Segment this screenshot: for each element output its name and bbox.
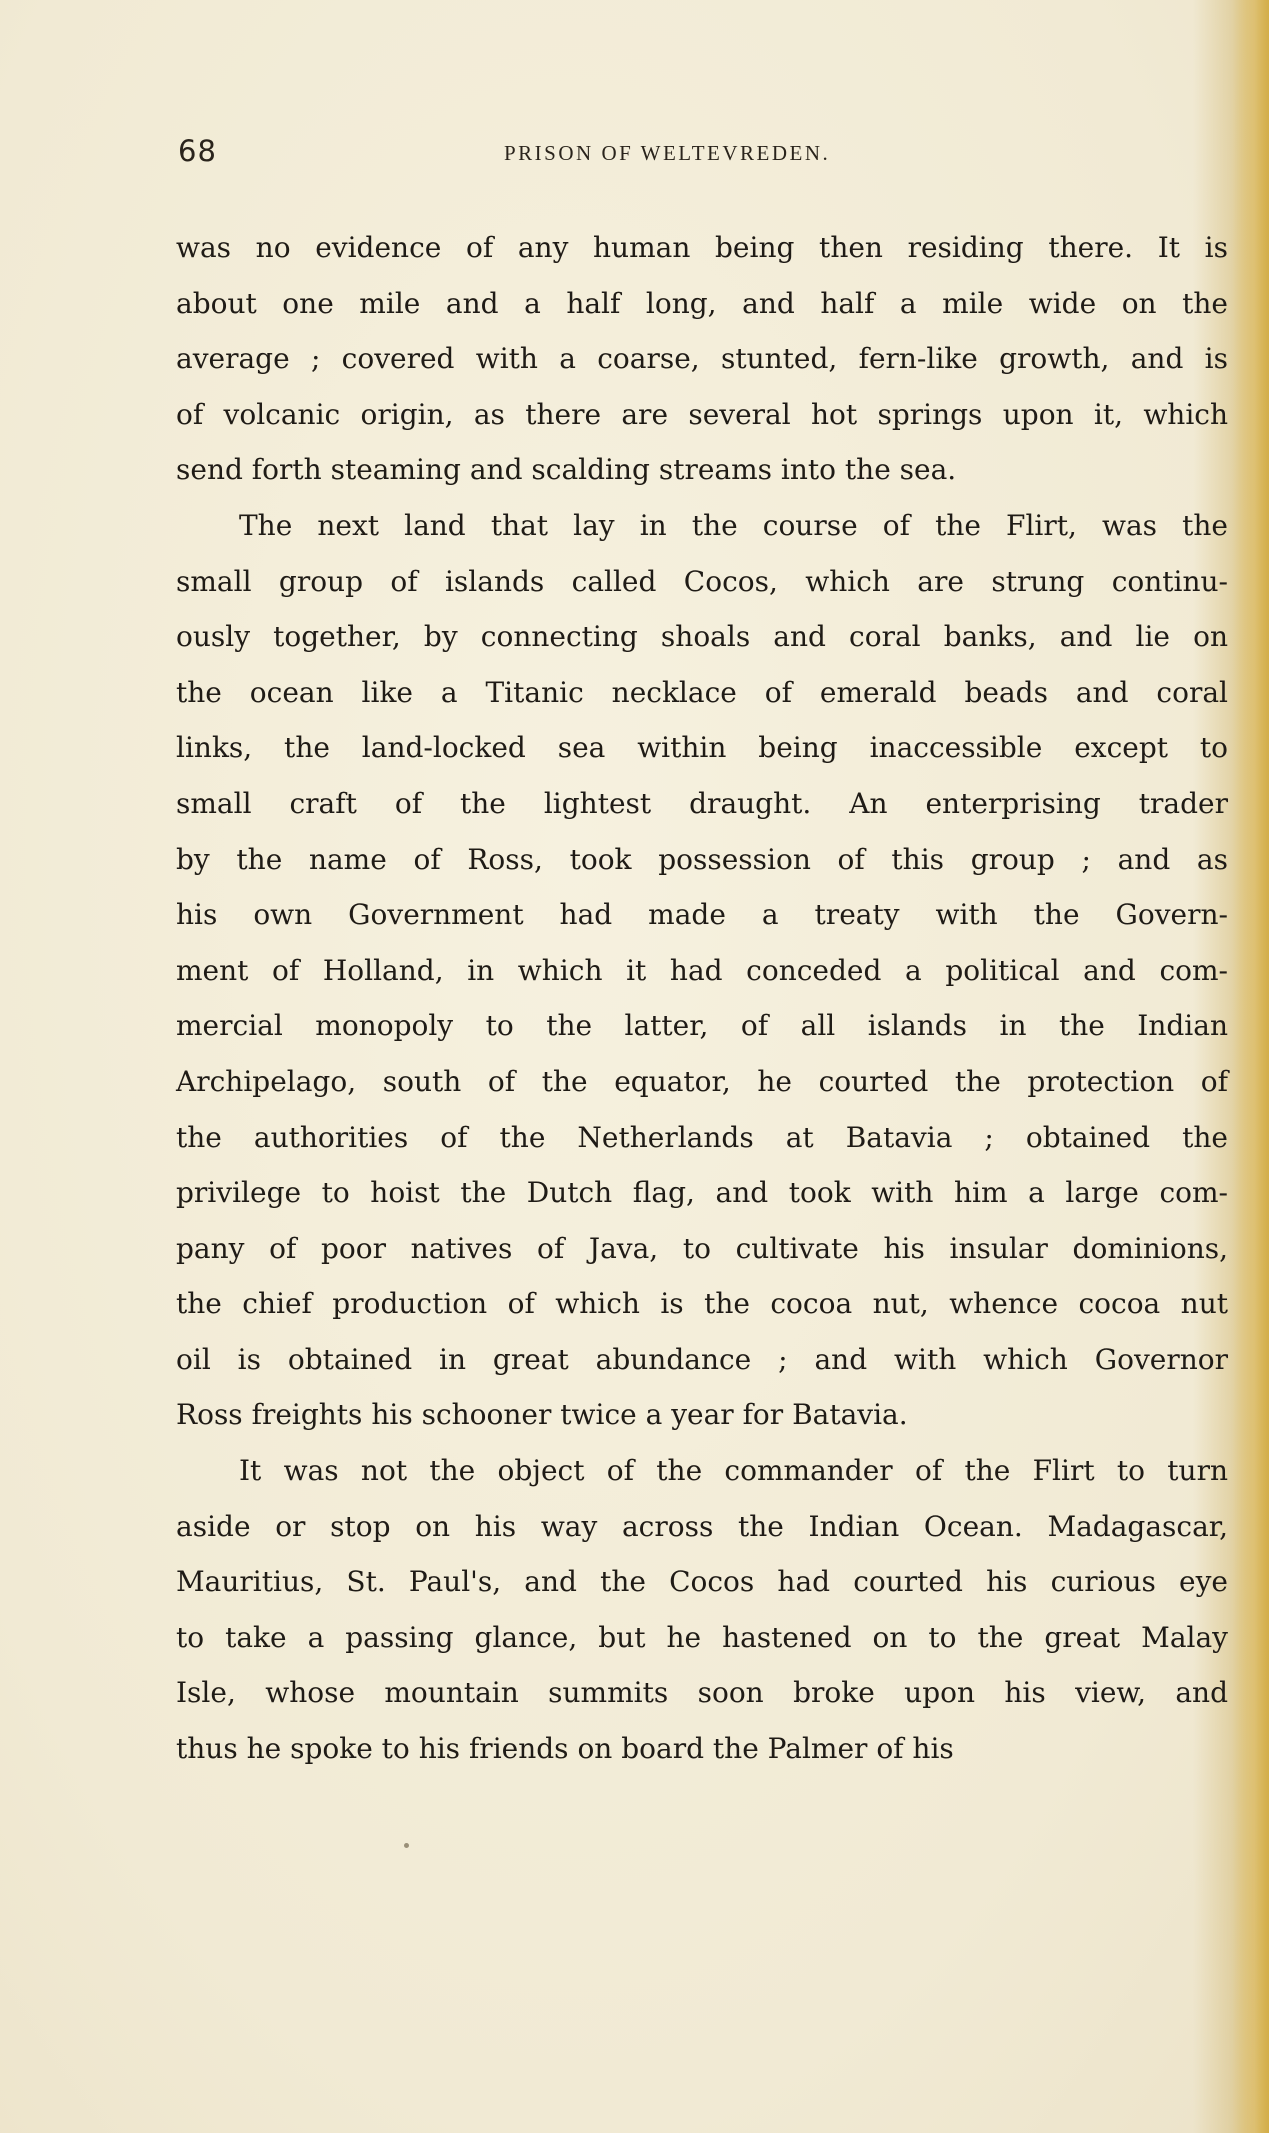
text-line: ment of Holland, in which it had conceded a political and com- — [176, 953, 1228, 987]
text-line: thus he spoke to his friends on board the Palmer of his — [176, 1732, 954, 1766]
body-text — [176, 220, 1228, 1777]
text-line: privilege to hoist the Dutch flag, and took with him a large com- — [176, 1176, 1228, 1210]
text-line: pany of poor natives of Java, to cultivate his insular dominions, — [176, 1231, 1228, 1265]
text-line: aside or stop on his way across the Indian Ocean. Madagascar, — [176, 1509, 1228, 1543]
text-line: The next land that lay in the course of the Flirt, was the — [239, 508, 1228, 542]
text-line: average ; covered with a coarse, stunted, fern-like growth, and is — [176, 342, 1228, 376]
text-line: to take a passing glance, but he hastened on to the great Malay — [176, 1620, 1228, 1654]
text-line: by the name of Ross, took possession of this group ; and as — [176, 842, 1228, 876]
text-line: It was not the object of the commander of the Flirt to turn — [239, 1454, 1228, 1488]
page-number: 68 — [178, 134, 217, 168]
text-line: Archipelago, south of the equator, he courted the protection of — [176, 1064, 1228, 1098]
page-header — [178, 134, 1228, 174]
text-line: mercial monopoly to the latter, of all islands in the Indian — [176, 1009, 1228, 1043]
text-line: of volcanic origin, as there are several hot springs upon it, which — [176, 397, 1228, 431]
text-line: his own Government had made a treaty with the Govern- — [176, 898, 1228, 932]
text-line: the chief production of which is the cocoa nut, whence cocoa nut — [176, 1287, 1228, 1321]
text-line: ously together, by connecting shoals and coral banks, and lie on — [176, 620, 1228, 654]
text-line: the authorities of the Netherlands at Batavia ; obtained the — [176, 1120, 1228, 1154]
text-line: Ross freights his schooner twice a year for Batavia. — [176, 1398, 908, 1432]
text-line: send forth steaming and scalding streams into the sea. — [176, 453, 957, 487]
paper-speck — [404, 1843, 409, 1848]
text-line: Mauritius, St. Paul's, and the Cocos had courted his curious eye — [176, 1565, 1228, 1599]
text-line: about one mile and a half long, and half a mile wide on the — [176, 286, 1228, 320]
running-head: PRISON OF WELTEVREDEN. — [504, 141, 831, 165]
text-line: the ocean like a Titanic necklace of emerald beads and coral — [176, 675, 1228, 709]
text-line: Isle, whose mountain summits soon broke upon his view, and — [176, 1676, 1228, 1710]
text-line: was no evidence of any human being then residing there. It is — [176, 231, 1228, 264]
text-line: oil is obtained in great abundance ; and with which Governor — [176, 1342, 1228, 1376]
text-line: small craft of the lightest draught. An enterprising trader — [176, 786, 1228, 820]
text-line: small group of islands called Cocos, which are strung continu- — [176, 564, 1228, 598]
page-edge-stain — [1233, 0, 1269, 2133]
text-line: links, the land-locked sea within being inaccessible except to — [176, 731, 1228, 765]
